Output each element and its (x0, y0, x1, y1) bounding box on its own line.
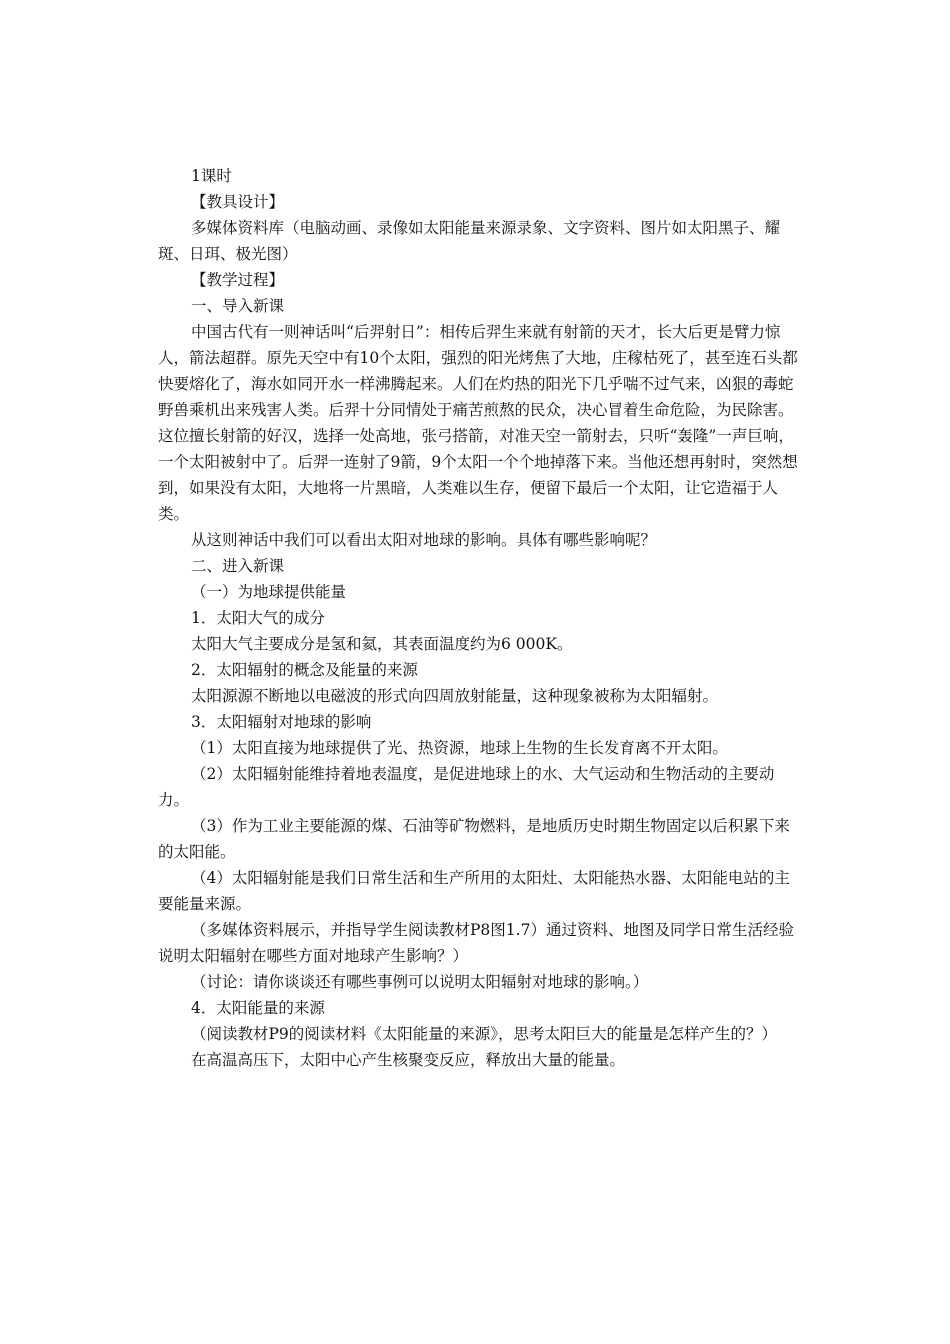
section-heading-teaching-process: 【教学过程】 (191, 271, 285, 289)
multimedia-note: （多媒体资料展示，并指导学生阅读教材P8图1.7）通过资料、地图及同学日常生活经验说明太阳辐射在哪些方面对地球产生影响？） (158, 921, 794, 965)
fusion-conclusion: 在高温高压下，太阳中心产生核聚变反应，释放出大量的能量。 (191, 1051, 626, 1069)
item-1-text: 太阳大气主要成分是氢和氦，其表面温度约为6 000K。 (191, 635, 573, 653)
lesson-duration: 1课时 (191, 167, 232, 185)
item-1-heading: 1．太阳大气的成分 (191, 609, 325, 627)
item-4-heading: 4．太阳能量的来源 (191, 999, 325, 1017)
document-body (158, 163, 798, 1073)
reading-note: （阅读教材P9的阅读材料《太阳能量的来源》，思考太阳巨大的能量是怎样产生的？） (191, 1025, 778, 1043)
subheading-energy: （一）为地球提供能量 (191, 583, 347, 601)
effect-2: （2）太阳辐射能维持着地表温度，是促进地球上的水、大气运动和生物活动的主要动力。 (158, 765, 775, 809)
item-2-text: 太阳源源不断地以电磁波的形式向四周放射能量，这种现象被称为太阳辐射。 (191, 687, 719, 705)
heading-new-lesson: 二、进入新课 (191, 557, 285, 575)
effect-3: （3）作为工业主要能源的煤、石油等矿物燃料，是地质历史时期生物固定以后积累下来的太阳能。 (158, 817, 790, 861)
heading-introduction: 一、导入新课 (191, 297, 285, 315)
myth-paragraph: 中国古代有一则神话叫“后羿射日”：相传后羿生来就有射箭的天才，长大后更是臂力惊人，箭法超群。原先天空中有10个太阳，强烈的阳光烤焦了大地，庄稼枯死了，甚至连石头都快要熔化了，海水如同开水一样沸腾起来。人们在灼热的阳光下几乎喘不过气来，凶狠的毒蛇野兽乘机出来残害人类。后羿十分同情处于痛苦煎熬的民众，决心冒着生命危险，为民除害。这位擅长射箭的好汉，选择一处高地，张弓搭箭，对准天空一箭射去，只听“轰隆”一声巨响，一个太阳被射中了。后羿一连射了9箭，9个太阳一个个地掉落下来。当他还想再射时，突然想到，如果没有太阳，大地将一片黑暗，人类难以生存，便留下最后一个太阳，让它造福于人类。 (158, 323, 798, 523)
item-3-heading: 3．太阳辐射对地球的影响 (191, 713, 372, 731)
myth-question: 从这则神话中我们可以看出太阳对地球的影响。具体有哪些影响呢？ (191, 531, 657, 549)
section-heading-teaching-aids: 【教具设计】 (191, 193, 285, 211)
item-2-heading: 2．太阳辐射的概念及能量的来源 (191, 661, 418, 679)
discussion-note: （讨论：请你谈谈还有哪些事例可以说明太阳辐射对地球的影响。） (191, 973, 649, 991)
effect-4: （4）太阳辐射能是我们日常生活和生产所用的太阳灶、太阳能热水器、太阳能电站的主要能量来源。 (158, 869, 790, 913)
teaching-aids-text: 多媒体资料库（电脑动画、录像如太阳能量来源录象、文字资料、图片如太阳黑子、耀斑、日珥、极光图） (158, 219, 781, 263)
effect-1: （1）太阳直接为地球提供了光、热资源，地球上生物的生长发育离不开太阳。 (191, 739, 728, 757)
